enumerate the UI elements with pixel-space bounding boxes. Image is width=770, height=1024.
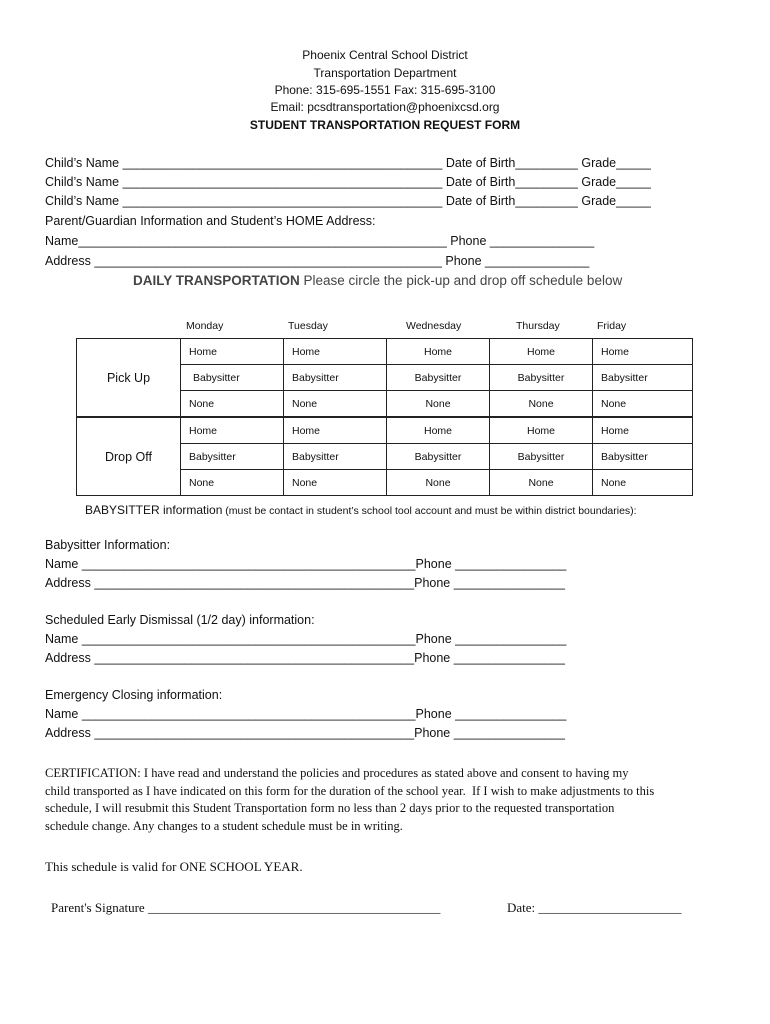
form-title: STUDENT TRANSPORTATION REQUEST FORM [249,118,521,132]
babysitter-note-detail: (must be contact in student’s school tool account and must be within district boundaries): [222,505,637,517]
tuesday-dropoff-babysitter[interactable]: Babysitter [284,444,387,470]
certification-line-4: schedule change. Any changes to a student schedule must be in writing. [45,819,403,833]
wednesday-pickup-babysitter[interactable]: Babysitter [387,365,490,391]
babysitter-info-heading: Babysitter Information: [45,538,171,552]
parent-address-line[interactable]: Address __________________________________________________ Phone _______________ [45,254,590,268]
district-email: Email: pcsdtransportation@phoenixcsd.org [270,100,500,114]
emergency-heading: Emergency Closing information: [45,688,223,702]
parent-name-line[interactable]: Name_____________________________________________________ Phone _______________ [45,234,595,248]
babysitter-note [85,503,637,517]
early-dismissal-address-line[interactable]: Address ______________________________________________Phone ________________ [45,651,565,665]
tuesday-pickup-babysitter[interactable]: Babysitter [284,365,387,391]
tuesday-pickup-none[interactable]: None [284,391,387,418]
wednesday-pickup-home[interactable]: Home [387,339,490,365]
friday-pickup-none[interactable]: None [593,391,693,418]
friday-pickup-babysitter[interactable]: Babysitter [593,365,693,391]
table-row [77,339,693,365]
wednesday-dropoff-babysitter[interactable]: Babysitter [387,444,490,470]
day-monday: Monday [186,320,224,332]
wednesday-dropoff-home[interactable]: Home [387,417,490,444]
emergency-address-line[interactable]: Address ______________________________________________Phone ________________ [45,726,565,740]
parent-heading: Parent/Guardian Information and Student’s HOME Address: [45,214,376,228]
babysitter-name-line[interactable]: Name ________________________________________________Phone ________________ [45,557,567,571]
thursday-dropoff-babysitter[interactable]: Babysitter [490,444,593,470]
tuesday-dropoff-home[interactable]: Home [284,417,387,444]
monday-pickup-babysitter[interactable]: Babysitter [181,365,284,391]
day-tuesday: Tuesday [288,320,328,332]
parent-signature-line[interactable]: Parent's Signature _____________________________________________ [51,900,441,915]
babysitter-address-line[interactable]: Address ______________________________________________Phone ________________ [45,576,565,590]
friday-pickup-home[interactable]: Home [593,339,693,365]
friday-dropoff-babysitter[interactable]: Babysitter [593,444,693,470]
monday-dropoff-babysitter[interactable]: Babysitter [181,444,284,470]
early-dismissal-heading: Scheduled Early Dismissal (1/2 day) information: [45,613,315,627]
early-dismissal-name-line[interactable]: Name ________________________________________________Phone ________________ [45,632,567,646]
daily-transportation-heading [133,273,622,288]
district-phone-fax: Phone: 315-695-1551 Fax: 315-695-3100 [274,83,496,97]
department-name: Transportation Department [313,66,457,80]
day-thursday: Thursday [516,320,560,332]
thursday-pickup-babysitter[interactable]: Babysitter [490,365,593,391]
babysitter-note-lead: BABYSITTER information [85,503,223,517]
wednesday-pickup-none[interactable]: None [387,391,490,418]
daily-bold: DAILY TRANSPORTATION [133,273,300,288]
child-row-2[interactable]: Child’s Name ______________________________________________ Date of Birth_________ Grade_____ [45,175,651,189]
validity-statement: This schedule is valid for ONE SCHOOL YEAR. [45,859,303,874]
child-row-1[interactable]: Child’s Name ______________________________________________ Date of Birth_________ Grade_____ [45,156,651,170]
dropoff-label: Drop Off [77,417,181,496]
certification-line-2: child transported as I have indicated on this form for the duration of the school year. If I wish to make adjustments to this [45,784,655,798]
tuesday-dropoff-none[interactable]: None [284,470,387,496]
pickup-label: Pick Up [77,339,181,418]
certification-line-3: schedule, I will resubmit this Student Transportation form no less than 2 days prior to the requested transportation [45,801,615,815]
monday-pickup-none[interactable]: None [181,391,284,418]
wednesday-dropoff-none[interactable]: None [387,470,490,496]
certification-line-1: CERTIFICATION: I have read and understand the policies and procedures as stated above and consent to having my [45,766,629,780]
signature-date-line[interactable]: Date: ______________________ [507,900,682,915]
district-name: Phoenix Central School District [302,48,468,62]
schedule-table [76,338,693,496]
tuesday-pickup-home[interactable]: Home [284,339,387,365]
child-row-3[interactable]: Child’s Name ______________________________________________ Date of Birth_________ Grade_____ [45,194,651,208]
daily-instructions: Please circle the pick-up and drop off schedule below [299,273,623,288]
thursday-dropoff-home[interactable]: Home [490,417,593,444]
table-row [77,417,693,444]
monday-dropoff-home[interactable]: Home [181,417,284,444]
friday-dropoff-none[interactable]: None [593,470,693,496]
day-wednesday: Wednesday [406,320,462,332]
emergency-name-line[interactable]: Name ________________________________________________Phone ________________ [45,707,567,721]
monday-dropoff-none[interactable]: None [181,470,284,496]
monday-pickup-home[interactable]: Home [181,339,284,365]
thursday-dropoff-none[interactable]: None [490,470,593,496]
friday-dropoff-home[interactable]: Home [593,417,693,444]
thursday-pickup-home[interactable]: Home [490,339,593,365]
thursday-pickup-none[interactable]: None [490,391,593,418]
day-friday: Friday [597,320,627,332]
